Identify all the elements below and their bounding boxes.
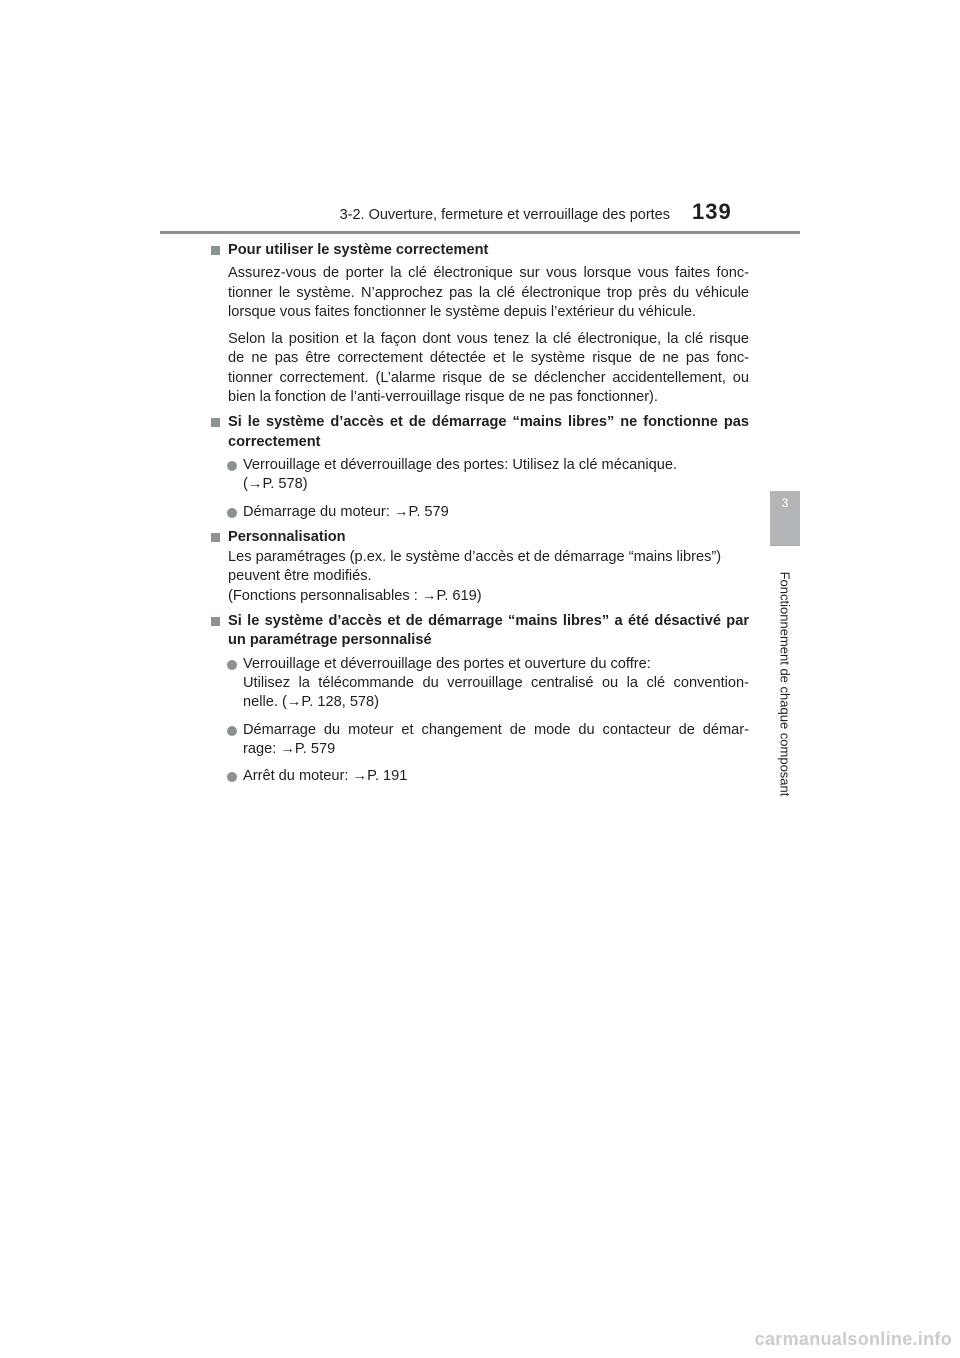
heading-text: Si le système d’accès et de démarrage “mains libres” ne fonctionne pas (228, 414, 749, 431)
text-line: Les paramétrages (p.ex. le système d’accès et de démarrage “mains libres”) (228, 549, 722, 566)
section-usage (211, 241, 749, 407)
text-line: Verrouillage et déverrouillage des portes et ouverture du coffre: (243, 655, 651, 672)
heading-text: un paramétrage personnalisé (228, 632, 432, 649)
text-line: (Fonctions personnalisables : →P. 619) (228, 587, 482, 604)
header-rule (160, 231, 800, 234)
text-line: (→P. 578) (243, 476, 308, 493)
chapter-title: Fonctionnement de chaque composant (777, 571, 793, 797)
heading-text: Si le système d’accès et de démarrage “mains libres” a été désactivé par (228, 613, 749, 630)
chapter-number: 3 (781, 496, 789, 510)
bullet-item (211, 767, 749, 786)
watermark[interactable]: carmanualsonline.info (754, 1329, 952, 1349)
round-bullet-icon (227, 461, 237, 471)
text-line: Arrêt du moteur: →P. 191 (243, 768, 408, 785)
text-line: Démarrage du moteur et changement de mode du contacteur de démar- (243, 721, 749, 738)
round-bullet-icon (227, 508, 237, 518)
paragraph (211, 264, 749, 322)
section-disabled (211, 612, 749, 786)
text-line: Selon la position et la façon dont vous tenez la clé électronique, la clé risque (228, 331, 749, 348)
paragraph (211, 548, 749, 606)
bullet-item (211, 721, 749, 760)
section-customization (211, 528, 749, 606)
square-bullet-icon (211, 617, 220, 626)
text-line: peuvent être modifiés. (228, 568, 372, 585)
bullet-item (211, 456, 749, 495)
heading-text: Personnalisation (228, 528, 346, 545)
text-line: Verrouillage et déverrouillage des portes: Utilisez la clé mécanique. (243, 456, 677, 473)
text-line: nelle. (→P. 128, 578) (243, 694, 380, 711)
text-line: Démarrage du moteur: →P. 579 (243, 503, 449, 520)
round-bullet-icon (227, 660, 237, 670)
heading-text: correctement (228, 433, 321, 450)
section-malfunction (211, 413, 749, 521)
text-line: bien la fonction de l’anti-verrouillage risque de ne pas fonctionner). (228, 389, 658, 406)
text-line: lorsque vous faites fonctionner le système depuis l’extérieur du véhicule. (228, 303, 697, 320)
section-heading (211, 612, 749, 651)
page-number: 139 (692, 199, 732, 224)
square-bullet-icon (211, 246, 220, 255)
text-line: tionner le système. N’approchez pas la clé électronique trop près du véhicule (228, 284, 749, 301)
paragraph (211, 330, 749, 407)
tab-divider-bottom (770, 545, 800, 546)
section-heading (211, 528, 749, 547)
text-line: rage: →P. 579 (243, 740, 336, 757)
bullet-item (211, 655, 749, 713)
round-bullet-icon (227, 726, 237, 736)
header-section-title: 3-2. Ouverture, fermeture et verrouillage des portes (339, 207, 670, 223)
section-heading (211, 413, 749, 452)
page-content (211, 241, 749, 792)
text-line: Assurez-vous de porter la clé électronique sur vous lorsque vous faites fonc- (228, 265, 749, 282)
text-line: tionner correctement. (L’alarme risque de se déclencher accidentellement, ou (228, 369, 749, 386)
heading-text: Pour utiliser le système correctement (228, 242, 489, 258)
text-line: Utilisez la télécommande du verrouillage centralisé ou la clé convention- (243, 674, 749, 691)
square-bullet-icon (211, 418, 220, 427)
text-line: de ne pas être correctement détectée et le système risque de ne pas fonc- (228, 350, 749, 367)
bullet-item (211, 503, 749, 522)
square-bullet-icon (211, 533, 220, 542)
round-bullet-icon (227, 772, 237, 782)
section-heading (211, 241, 749, 260)
